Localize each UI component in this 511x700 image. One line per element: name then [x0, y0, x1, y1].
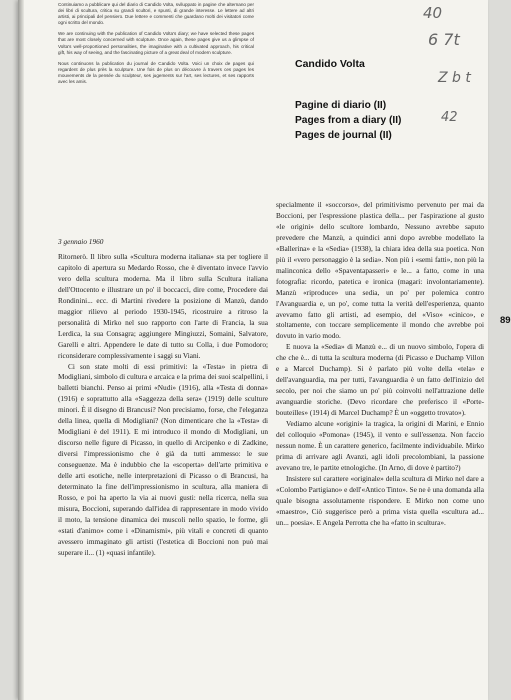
article-titles: [295, 98, 401, 143]
intro-paragraph-french: Nous continuons la publication du journal de Candido Volta. Voici un choix de pages qui regardent de plus près la sculpture. Une fois de plus on découvre à travers ces pages les mouvements de la pensée du sculpteur, ses jugements sur l'art, ses lectures, et ses rapports avec les amis.: [58, 60, 254, 85]
left-paragraph: Ritornerò. Il libro sulla «Scultura moderna italiana» sta per togliere il capitolo di apertura su Medardo Rosso, che è diventato invece l'avvio vero della scultura moderna. Ma il libro sulla Scultura italiana dell'Ottocento e illustrare un po' il boccacci, dire come, Procedere dai Rondinini... ecc. di Martini rivedere la posizione di Manzù, dando maggior rilievo al periodo 1930-1945, ricostruire a ritroso la personalità di Mirko nel suo rapporto con l'arte di Francia, la sua Lerdica, la sua Consagra; aggiungere Mingiuzzi, Somaini, Salvatore, Garelli e altri. Appendere le date di tutto su Colla, i due Pomodoro; riconsiderare complessivamente i saggi su Viani.: [58, 252, 268, 360]
handwritten-note-3: Z b t: [438, 70, 471, 86]
handwritten-note-4: 42: [441, 110, 458, 125]
intro-paragraph-italian: Continuiamo a pubblicare qui del diario di Candido Volta, sviluppato in pagine che alternano per dei libri di scultura, critica su grandi scultori, e spunti, di grande interesse. Le lettere ad altri artisti, ai principali del pensiero. Due lettere e commenti che guardano molti dei visitatori come ogni scritto del mondo.: [58, 2, 254, 26]
right-paragraph: E nuova la «Sedia» di Manzù e... di un nuovo simbolo, l'opera di che che è... di tutta la scultura moderna (di Picasso e Duchamp Villon e a Marcel Duchamp). Si è parlato più volte della «tela» e dell'avanguardia, ma per tutti, l'avanguardia è un fatto dell'inizio del secolo, per noi che siamo un po' più coinvolti nell'attrazione delle avanguardie storiche. (Devo ricordare che preferisco il «Porte-bouteilles» (1914) di Marcel Duchamp? È un «oggetto trovato»).: [276, 342, 484, 418]
title-italian: Pagine di diario (II): [295, 100, 387, 111]
author-name: Candido Volta: [295, 58, 365, 70]
right-column-text: [276, 200, 484, 529]
right-paragraph: Insistere sul carattere «originale» della scultura di Mirko nel dare a «Colombo Partigiano» e dell'«Antico Tinto». Se ne è una domanda alla quale bisogna assolutamente rispondere. E Mirko non come uno «maestro», Ciò suggerisce però a prima vista quella «scultura ad... un... poesia». E Angela Perrotta che ha «fatto in scultura».: [276, 473, 484, 527]
right-paragraph: specialmente il «soccorso», del primitivismo pervenuto per mai da Boccioni, per l'espressione plastica della... per l'aspirazione al gusto «le origini» dello scultore lombardo, Nessuno avrebbe saputo prevedere che Manzù, a quindici anni dopo avrebbe modellato la «Ballerina» e la «Sedia» (1938), la chiara idea della sua poetica. Non più il «vero personaggio è la sedia». Non più i «semi fatti», non più la malinconica dello «Spaventapasseri» e le... a fatto, come in una fotografia: ricordo, patetica e ironica (magari: involontariamente). Manzù «riproduce» una sedia, un po' per polemica contro l'Avanguardia e, un po', come tutta la verità dell'esperienza, quanto avevamo fatto gli artisti, ad esempio, del «Viso» «cinico», e stoltamente, con toccare semplicemente il mondo che avrebbe poi dovuto in vario modo.: [276, 200, 484, 341]
page-number: 89: [500, 315, 511, 326]
diary-date: 3 gennaio 1960: [58, 237, 104, 246]
title-english: Pages from a diary (II): [295, 115, 402, 126]
intro-text-block: [58, 2, 254, 90]
book-page: [18, 0, 511, 700]
intro-paragraph-english: We are continuing with the publication of Candido Volta's diary; we have selected these pages that are most closely concerned with sculpture. Once again, these pages give us a glimpse of Volta's well-proportioned personalities, the imaginative with a cultivated approach, his critical gift, his way of seeing, and the fascinating picture of a great deal of modern sculpture.: [58, 31, 254, 55]
right-paragraph: Vediamo alcune «origini» la tragica, la origini di Marini, e Ennio del colloquio «Pomona» (1945), il vento e sull'essenza. Non faccio nessun nome. È un carattere generico, facilmente individuabile. Mirko prima di arrivare agli Avanzi, agli idoli precolombiani, la passione avevano tre, le partite etnologiche. (In Arno, di dove è partito?): [276, 419, 484, 472]
handwritten-note-1: 40: [423, 4, 443, 22]
handwritten-note-2: 6 7t: [428, 30, 460, 49]
left-column-text: [58, 252, 268, 559]
title-french: Pages de journal (II): [295, 130, 392, 141]
left-paragraph: Ci son state molti di essi primitivi: la «Testa» in pietra di Modigliani, simbolo di cultura e arcaica e la prima dei suoi scalpellini, i balletti bianchi. Penso ai primi «Nudi» (1916), alla «Testa di donna» (1916) e soprattutto alla «Saggezza della sera» (1919) delle sculture minori. È il disegno di Brancusi? Non precisiamo, forse, che l'eleganza della linea, quella di Modigliani? (Non dimenticare che la «Testa» di Modigliani è del 1911). E mi introduco il mondo di Modigliani, un discorso nelle figure di Picasso, in quello di Arcipenko e di Zadkine, diversi l'impressionismo che è già da tutti ammesso: le sue conseguenze. Ma è indubbio che la «scoperta» dell'arte primitiva e delle arti esotiche, nelle interpretazioni di Picasso o di Brancusi, ha determinato la fine dell'impressionismo in scultura, alla maniera di Rosso, e poi ha aperto la via ai nuovi gusti: nella ricerca, nella sua misura, Boccioni, superando dall'idea di rappresentare in modo vivido il moto, la tensione dinamica dei muscoli nello spazio, le forme, gli «stati d'animo» come i «Dinamismi», più vitali e concreti di quanto avessero immaginato gli artisti (l'estetica di Boccioni non può mai superare il... (1) «quasi infantile).: [58, 361, 268, 557]
